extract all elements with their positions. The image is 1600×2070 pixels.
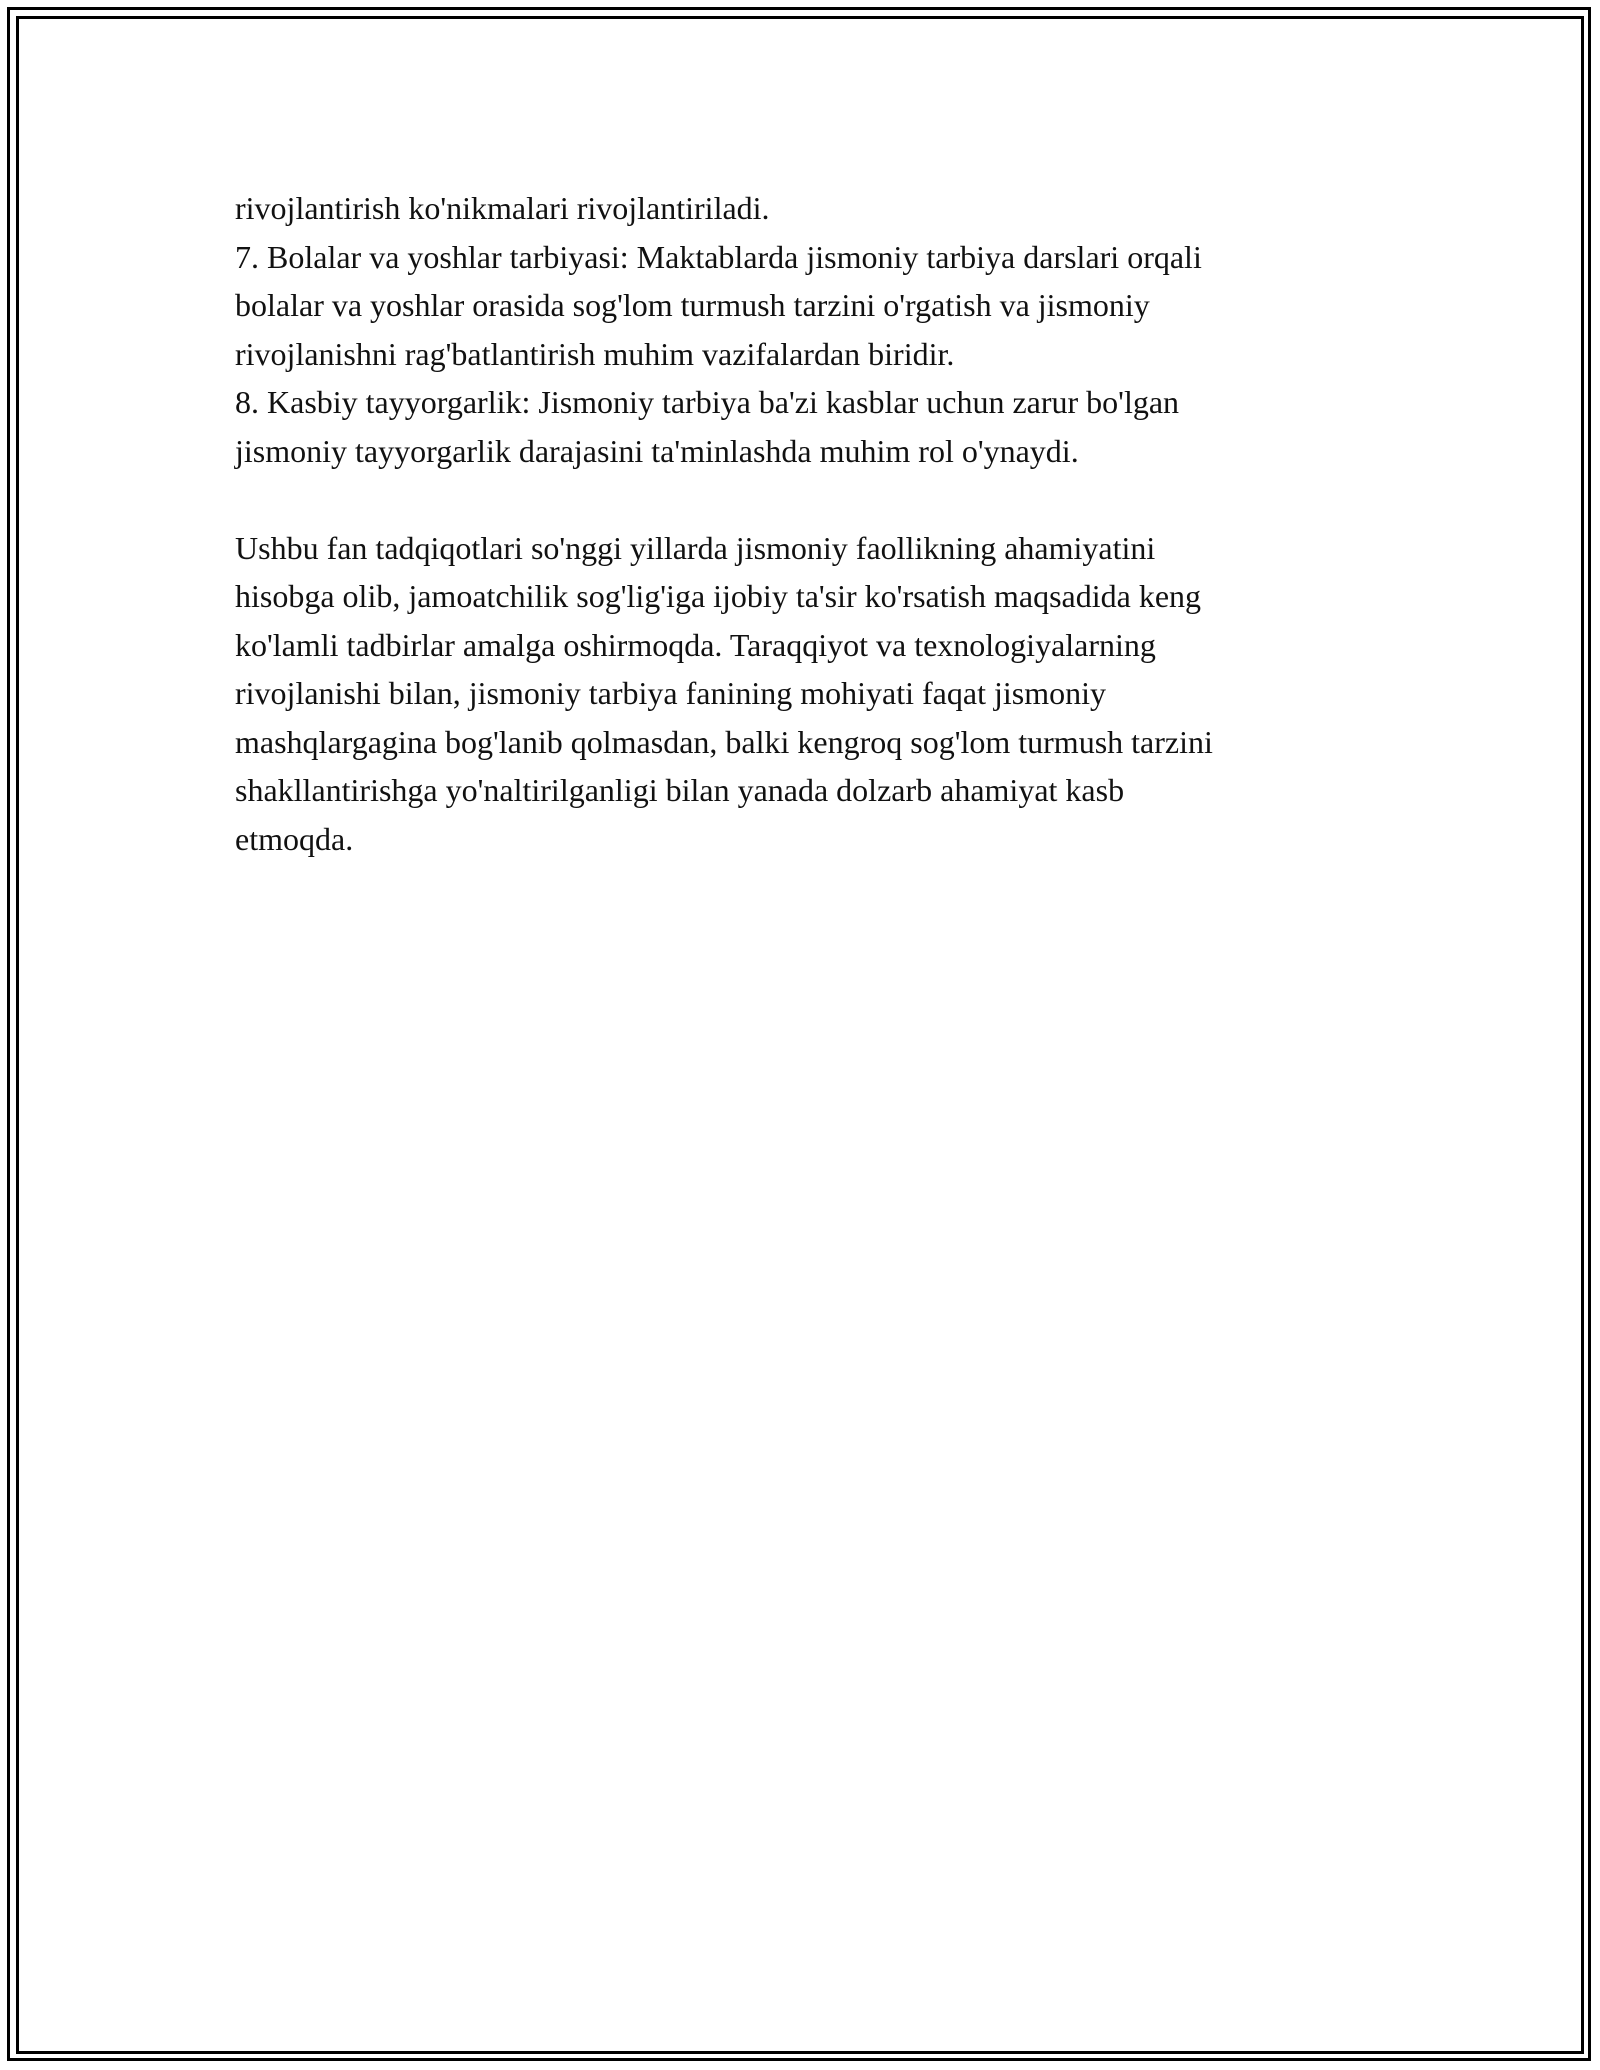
document-body [235,184,1365,863]
paragraph-line: etmoqda. [235,820,354,857]
paragraph-line: Ushbu fan tadqiqotlari so'nggi yillarda jismoniy faollikning ahamiyatini [235,529,1156,566]
paragraph-line: shakllantirishga yo'naltirilganligi bilan yanada dolzarb ahamiyat kasb [235,772,1125,808]
list-item-7-line: rivojlanishni rag'batlantirish muhim vazifalardan biridir. [235,335,955,372]
paragraph-line: hisobga olib, jamoatchilik sog'lig'iga ijobiy ta'sir ko'rsatish maqsadida keng [235,578,1202,614]
text-line: rivojlantirish ko'nikmalari rivojlantiriladi. [235,190,770,226]
list-item-7-line: bolalar va yoshlar orasida sog'lom turmush tarzini o'rgatish va jismoniy [235,287,1150,323]
paragraph-line: rivojlanishi bilan, jismoniy tarbiya fanining mohiyati faqat jismoniy [235,675,1106,711]
list-item-8-line: 8. Kasbiy tayyorgarlik: Jismoniy tarbiya ba'zi kasblar uchun zarur bo'lgan [235,384,1180,420]
list-item-8-line: jismoniy tayyorgarlik darajasini ta'minlashda muhim rol o'ynaydi. [235,432,1079,469]
paragraph-gap [235,475,1365,524]
paragraph-line: ko'lamli tadbirlar amalga oshirmoqda. Taraqqiyot va texnologiyalarning [235,626,1156,663]
paragraph-line: mashqlargagina bog'lanib qolmasdan, balki kengroq sog'lom turmush tarzini [235,723,1213,760]
list-item-7-line: 7. Bolalar va yoshlar tarbiyasi: Maktablarda jismoniy tarbiya darslari orqali [235,238,1202,275]
